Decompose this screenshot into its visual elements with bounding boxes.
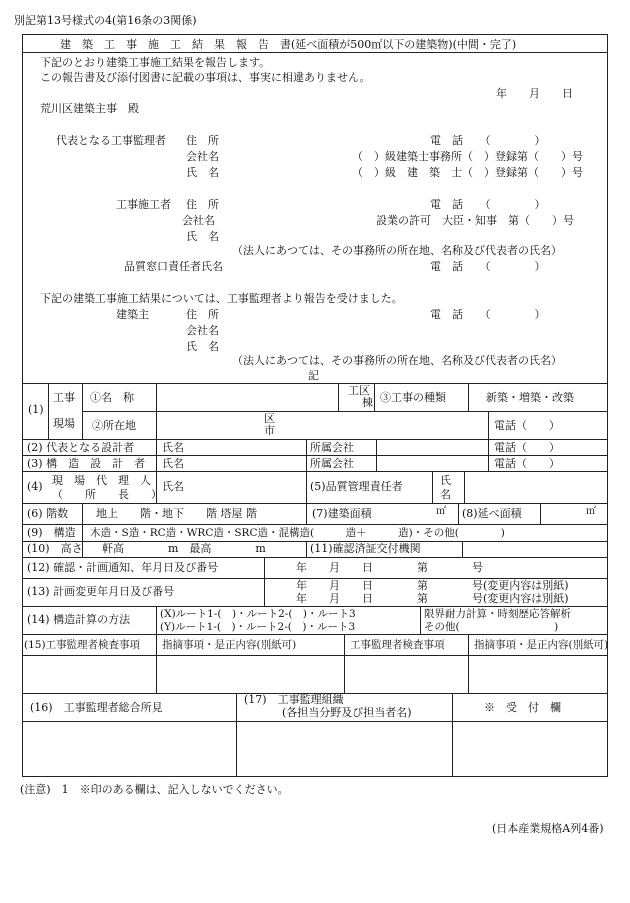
total-floor-area-label: (8)延べ面積 (462, 507, 522, 520)
supervisor-company-label: 会社名 (186, 150, 219, 163)
site-chief-label: （ 所 長 ） (52, 488, 162, 501)
constructor-corp-note: （法人にあつては、その事務所の所在地、名称及び代表者の氏名） (232, 244, 562, 257)
owner-corp-note: （法人にあつては、その事務所の所在地、名称及び代表者の氏名） (232, 354, 562, 367)
form-title: 建 築 工 事 施 工 結 果 報 告 書(延べ面積が500㎡以下の建築物)(中間・完了) (60, 38, 517, 51)
title-divider (22, 52, 608, 53)
supervisor-phone[interactable]: 電 話 （ ） (430, 134, 546, 147)
route-y[interactable]: (Y)ルート1-( )・ルート2-( )・ルート3 (160, 621, 356, 633)
designer-name-label: 氏名 (162, 441, 184, 454)
constructor-license[interactable]: 設業の許可 大臣・知事 第（ ）号 (376, 214, 574, 227)
report-date[interactable]: 年 月 日 (496, 87, 573, 100)
supervisor-role: 代表となる工事監理者 (56, 134, 166, 147)
work-type-options[interactable]: 新築・増築・改築 (486, 391, 574, 404)
constructor-name-label: 氏 名 (186, 230, 219, 243)
owner-role: 建築主 (116, 308, 149, 321)
other-calc[interactable]: その他( ) (424, 621, 559, 633)
ku-label: 区 (264, 412, 275, 425)
row1-number: (1) (28, 403, 44, 416)
intro-line-2: この報告書及び添付図書に記載の事項は、事実に相違ありません。 (40, 71, 371, 84)
designer-label: (2) 代表となる設計者 (27, 441, 135, 454)
owner-statement: 下記の建築工事施工結果については、工事監理者より報告を受けました。 (40, 292, 403, 305)
addressee: 荒川区建築主事 殿 (40, 102, 139, 115)
row1-kouji-label: 工事 (53, 391, 75, 404)
structure-label: (9) 構造 (27, 526, 76, 539)
shi-label: 市 (264, 424, 275, 437)
site-location-label: ②所在地 (92, 419, 136, 432)
structural-calc-label: (14) 構造計算の方法 (27, 613, 131, 626)
owner-company-label: 会社名 (186, 324, 219, 337)
footnote: (注意) 1 ※印のある欄は、記入しないでください。 (20, 783, 289, 796)
designer-company-label: 所属会社 (310, 441, 354, 454)
inspection-items-label-1: (15)工事監理者検査事項 (24, 639, 141, 651)
structural-designer-label: (3) 構 造 設 計 者 (27, 457, 146, 470)
building-area-label: (7)建築面積 (312, 507, 372, 520)
plan-change-value-2[interactable]: 年 月 日 第 号(変更内容は別紙) (296, 592, 569, 605)
limit-strength-calc[interactable]: 限界耐力計算・時刻歴応答解析 (424, 608, 571, 620)
quality-manager-mei: 名 (440, 488, 451, 501)
confirmation-value[interactable]: 年 月 日 第 号 (296, 561, 483, 574)
owner-address-label: 住 所 (186, 308, 219, 321)
site-name-label: ①名 称 (90, 391, 134, 404)
findings-label-2: 指摘事項・是正内容(別紙可) (474, 639, 609, 651)
structural-phone[interactable]: 電話（ ） (494, 457, 560, 470)
floors-label: (6) 階数 (27, 507, 69, 520)
building-area-unit: ㎡ (436, 506, 446, 517)
constructor-role: 工事施工者 (116, 198, 171, 211)
constructor-phone[interactable]: 電 話 （ ） (430, 198, 546, 211)
receipt-label: ※ 受 付 欄 (484, 701, 561, 714)
total-floor-area-unit: ㎡ (586, 506, 596, 517)
inspection-items-label-2: 工事監理者検査事項 (350, 639, 445, 651)
height-value[interactable]: 軒高 m 最高 m (102, 542, 266, 555)
plan-change-label: (13) 計画変更年月日及び番号 (27, 585, 175, 598)
designer-phone[interactable]: 電話（ ） (494, 441, 560, 454)
supervisor-architect-registration[interactable]: （ ）級 建 築 士（ ）登録第（ ）号 (352, 166, 583, 179)
koku-label: 工区 (348, 384, 370, 397)
supervisor-office-registration[interactable]: （ ）級建築士事務所（ ）登録第（ ）号 (352, 150, 583, 163)
organization-label: (17) 工事監理組織 (244, 693, 344, 706)
organization-sub-label: (各担当分野及び担当者名) (282, 706, 412, 719)
form-number: 別記第13号様式の4(第16条の3関係) (14, 14, 197, 27)
quality-contact-label: 品質窓口責任者氏名 (124, 260, 223, 273)
site-agent-label: 現 場 代 理 人 (52, 474, 151, 487)
row1-genba-label: 現場 (53, 417, 75, 430)
site-phone[interactable]: 電話（ ） (494, 419, 560, 432)
owner-phone[interactable]: 電 話 （ ） (430, 308, 546, 321)
quality-contact-phone[interactable]: 電 話 （ ） (430, 260, 546, 273)
tou-label: 棟 (362, 396, 373, 409)
site-agent-name-label: 氏名 (162, 480, 184, 493)
ki-label: 記 (308, 369, 319, 382)
height-label: (10) 高さ (27, 542, 83, 555)
floors-value[interactable]: 地上 階・地下 階 塔屋 階 (96, 507, 257, 520)
supervisor-name-label: 氏 名 (186, 166, 219, 179)
quality-manager-shi: 氏 (440, 474, 451, 487)
route-x[interactable]: (X)ルート1-( )・ルート2-( )・ルート3 (160, 608, 356, 620)
quality-manager-label: (5)品質管理責任者 (310, 480, 403, 493)
structural-company-label: 所属会社 (310, 457, 354, 470)
row4-number: (4) (27, 480, 43, 493)
paper-spec: (日本産業規格A列4番) (492, 822, 604, 835)
constructor-company-label: 会社名 (182, 214, 215, 227)
site-name-field[interactable] (160, 387, 336, 409)
confirmation-label: (12) 確認・計画通知、年月日及び番号 (27, 561, 219, 574)
findings-label-1: 指摘事項・是正内容(別紙可) (162, 639, 297, 651)
plan-change-value-1[interactable]: 年 月 日 第 号(変更内容は別紙) (296, 579, 569, 592)
structure-value[interactable]: 木造・S造・RC造・WRC造・SRC造・混構造( 造＋ 造)・その他( ) (90, 527, 505, 539)
supervisor-address-label: 住 所 (186, 134, 219, 147)
work-type-label: ③工事の種類 (380, 391, 446, 404)
structural-name-label: 氏名 (162, 457, 184, 470)
intro-line-1: 下記のとおり建築工事施工結果を報告します。 (40, 56, 271, 69)
overall-opinion-label: (16) 工事監理者総合所見 (30, 701, 163, 714)
owner-name-label: 氏 名 (186, 340, 219, 353)
constructor-address-label: 住 所 (186, 198, 219, 211)
certificate-issuer-label: (11)確認済証交付機関 (310, 542, 421, 555)
